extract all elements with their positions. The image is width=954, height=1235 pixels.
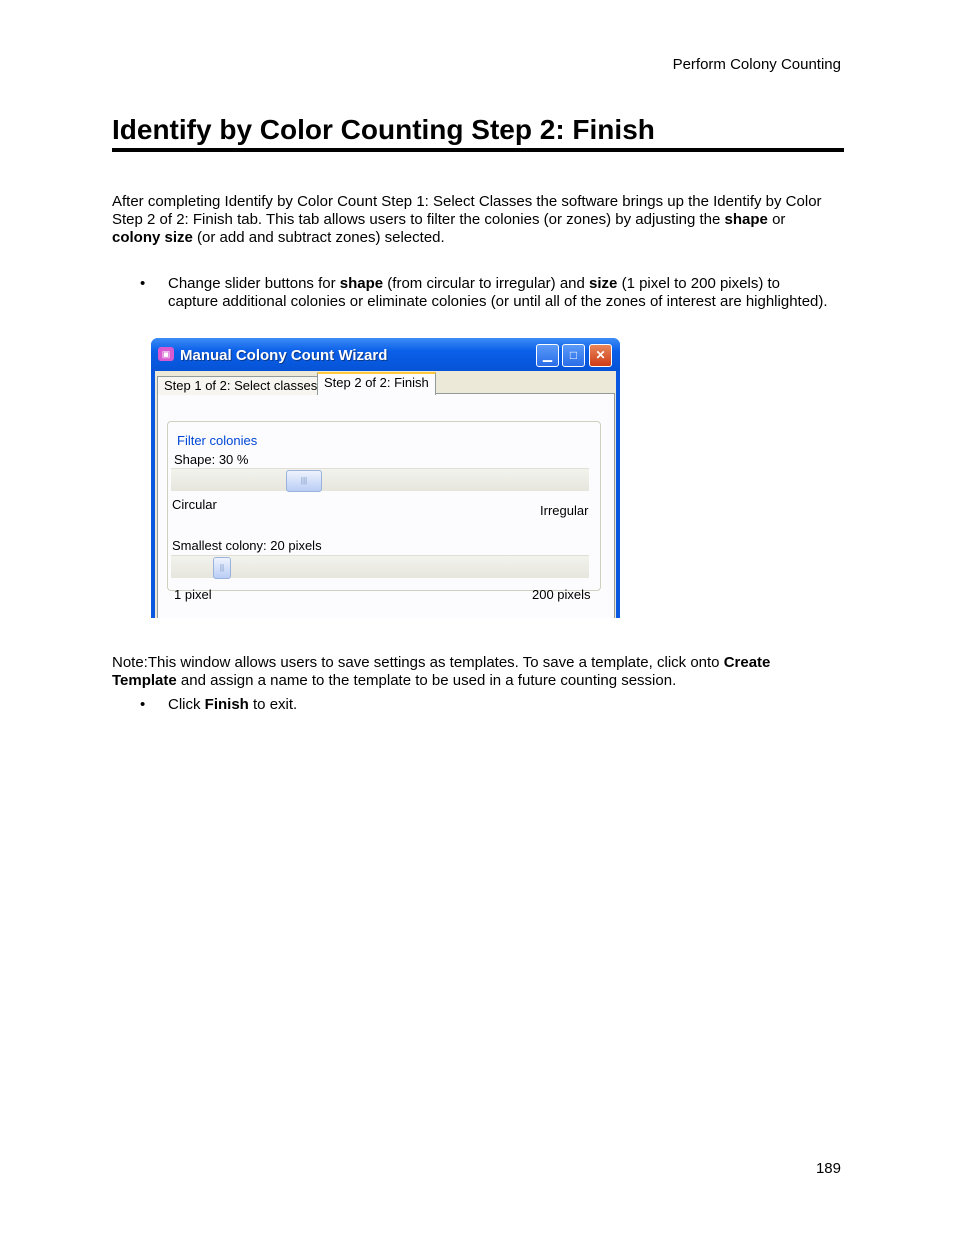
note-text: and assign a name to the template to be used in a future counting session. <box>176 672 677 689</box>
note-paragraph <box>112 654 822 690</box>
intro-text: After completing Identify by Color Count Step 1: Select Classes the software brings up the Identify by Color Step 2 of 2: Finish tab. This tab allows users to filter the colonies (or zones) by adjusting the <box>112 193 822 228</box>
minimize-icon: ▁ <box>542 348 553 362</box>
size-min-label: 1 pixel <box>174 587 212 602</box>
intro-bold-colony-size: colony size <box>112 229 193 246</box>
note-text: Note:This window allows users to save settings as templates. To save a template, click onto <box>112 654 724 671</box>
maximize-icon: □ <box>569 348 578 362</box>
intro-paragraph <box>112 193 822 247</box>
bullet-bold-finish: Finish <box>204 696 249 713</box>
shape-slider-track[interactable] <box>171 468 589 491</box>
bullet-click-finish <box>168 696 828 714</box>
bullet-text: (from circular to irregular) and <box>383 275 590 292</box>
smallest-colony-label: Smallest colony: 20 pixels <box>172 538 322 553</box>
shape-min-label: Circular <box>172 497 217 512</box>
shape-label: Shape: 30 % <box>174 452 249 467</box>
window-title: Manual Colony Count Wizard <box>180 347 388 364</box>
bullet-marker: • <box>140 696 146 713</box>
size-slider-track[interactable] <box>171 555 589 578</box>
bullet-text: Click <box>168 696 205 713</box>
bullet-slider-instructions <box>168 275 828 311</box>
window-client-area <box>155 371 616 618</box>
bullet-text: Change slider buttons for <box>168 275 340 292</box>
page-number: 189 <box>815 1160 841 1177</box>
app-icon: ▣ <box>158 347 174 361</box>
page-title: Identify by Color Counting Step 2: Finish <box>112 114 844 152</box>
intro-bold-shape: shape <box>724 211 768 228</box>
intro-text: or <box>767 211 786 228</box>
close-button[interactable] <box>589 344 612 367</box>
close-icon: ✕ <box>595 348 606 362</box>
size-max-label: 200 pixels <box>532 587 591 602</box>
minimize-button[interactable] <box>536 344 559 367</box>
bullet-text: to exit. <box>248 696 298 713</box>
shape-max-label: Irregular <box>540 503 589 518</box>
manual-colony-count-wizard-window <box>151 338 620 618</box>
window-titlebar[interactable] <box>151 338 620 371</box>
bullet-bold-shape: shape <box>339 275 384 292</box>
grip-icon: ||| <box>300 476 308 485</box>
tab-finish[interactable]: Step 2 of 2: Finish <box>317 372 436 395</box>
size-slider-thumb[interactable] <box>213 557 231 579</box>
shape-slider-thumb[interactable] <box>286 470 322 492</box>
note-bold-create-template: Create Template <box>112 654 771 689</box>
filter-colonies-label: Filter colonies <box>173 433 261 448</box>
intro-text: (or add and subtract zones) selected. <box>192 229 445 246</box>
grip-icon: || <box>219 563 225 572</box>
running-header: Perform Colony Counting <box>672 56 841 73</box>
tab-select-classes[interactable]: Step 1 of 2: Select classes <box>157 376 324 395</box>
bullet-bold-size: size <box>589 275 618 292</box>
maximize-button[interactable] <box>562 344 585 367</box>
bullet-marker: • <box>140 275 146 292</box>
bullet-text: (1 pixel to 200 pixels) to capture additional colonies or eliminate colonies (or until all of the zones of interest are highlighted). <box>168 275 828 310</box>
